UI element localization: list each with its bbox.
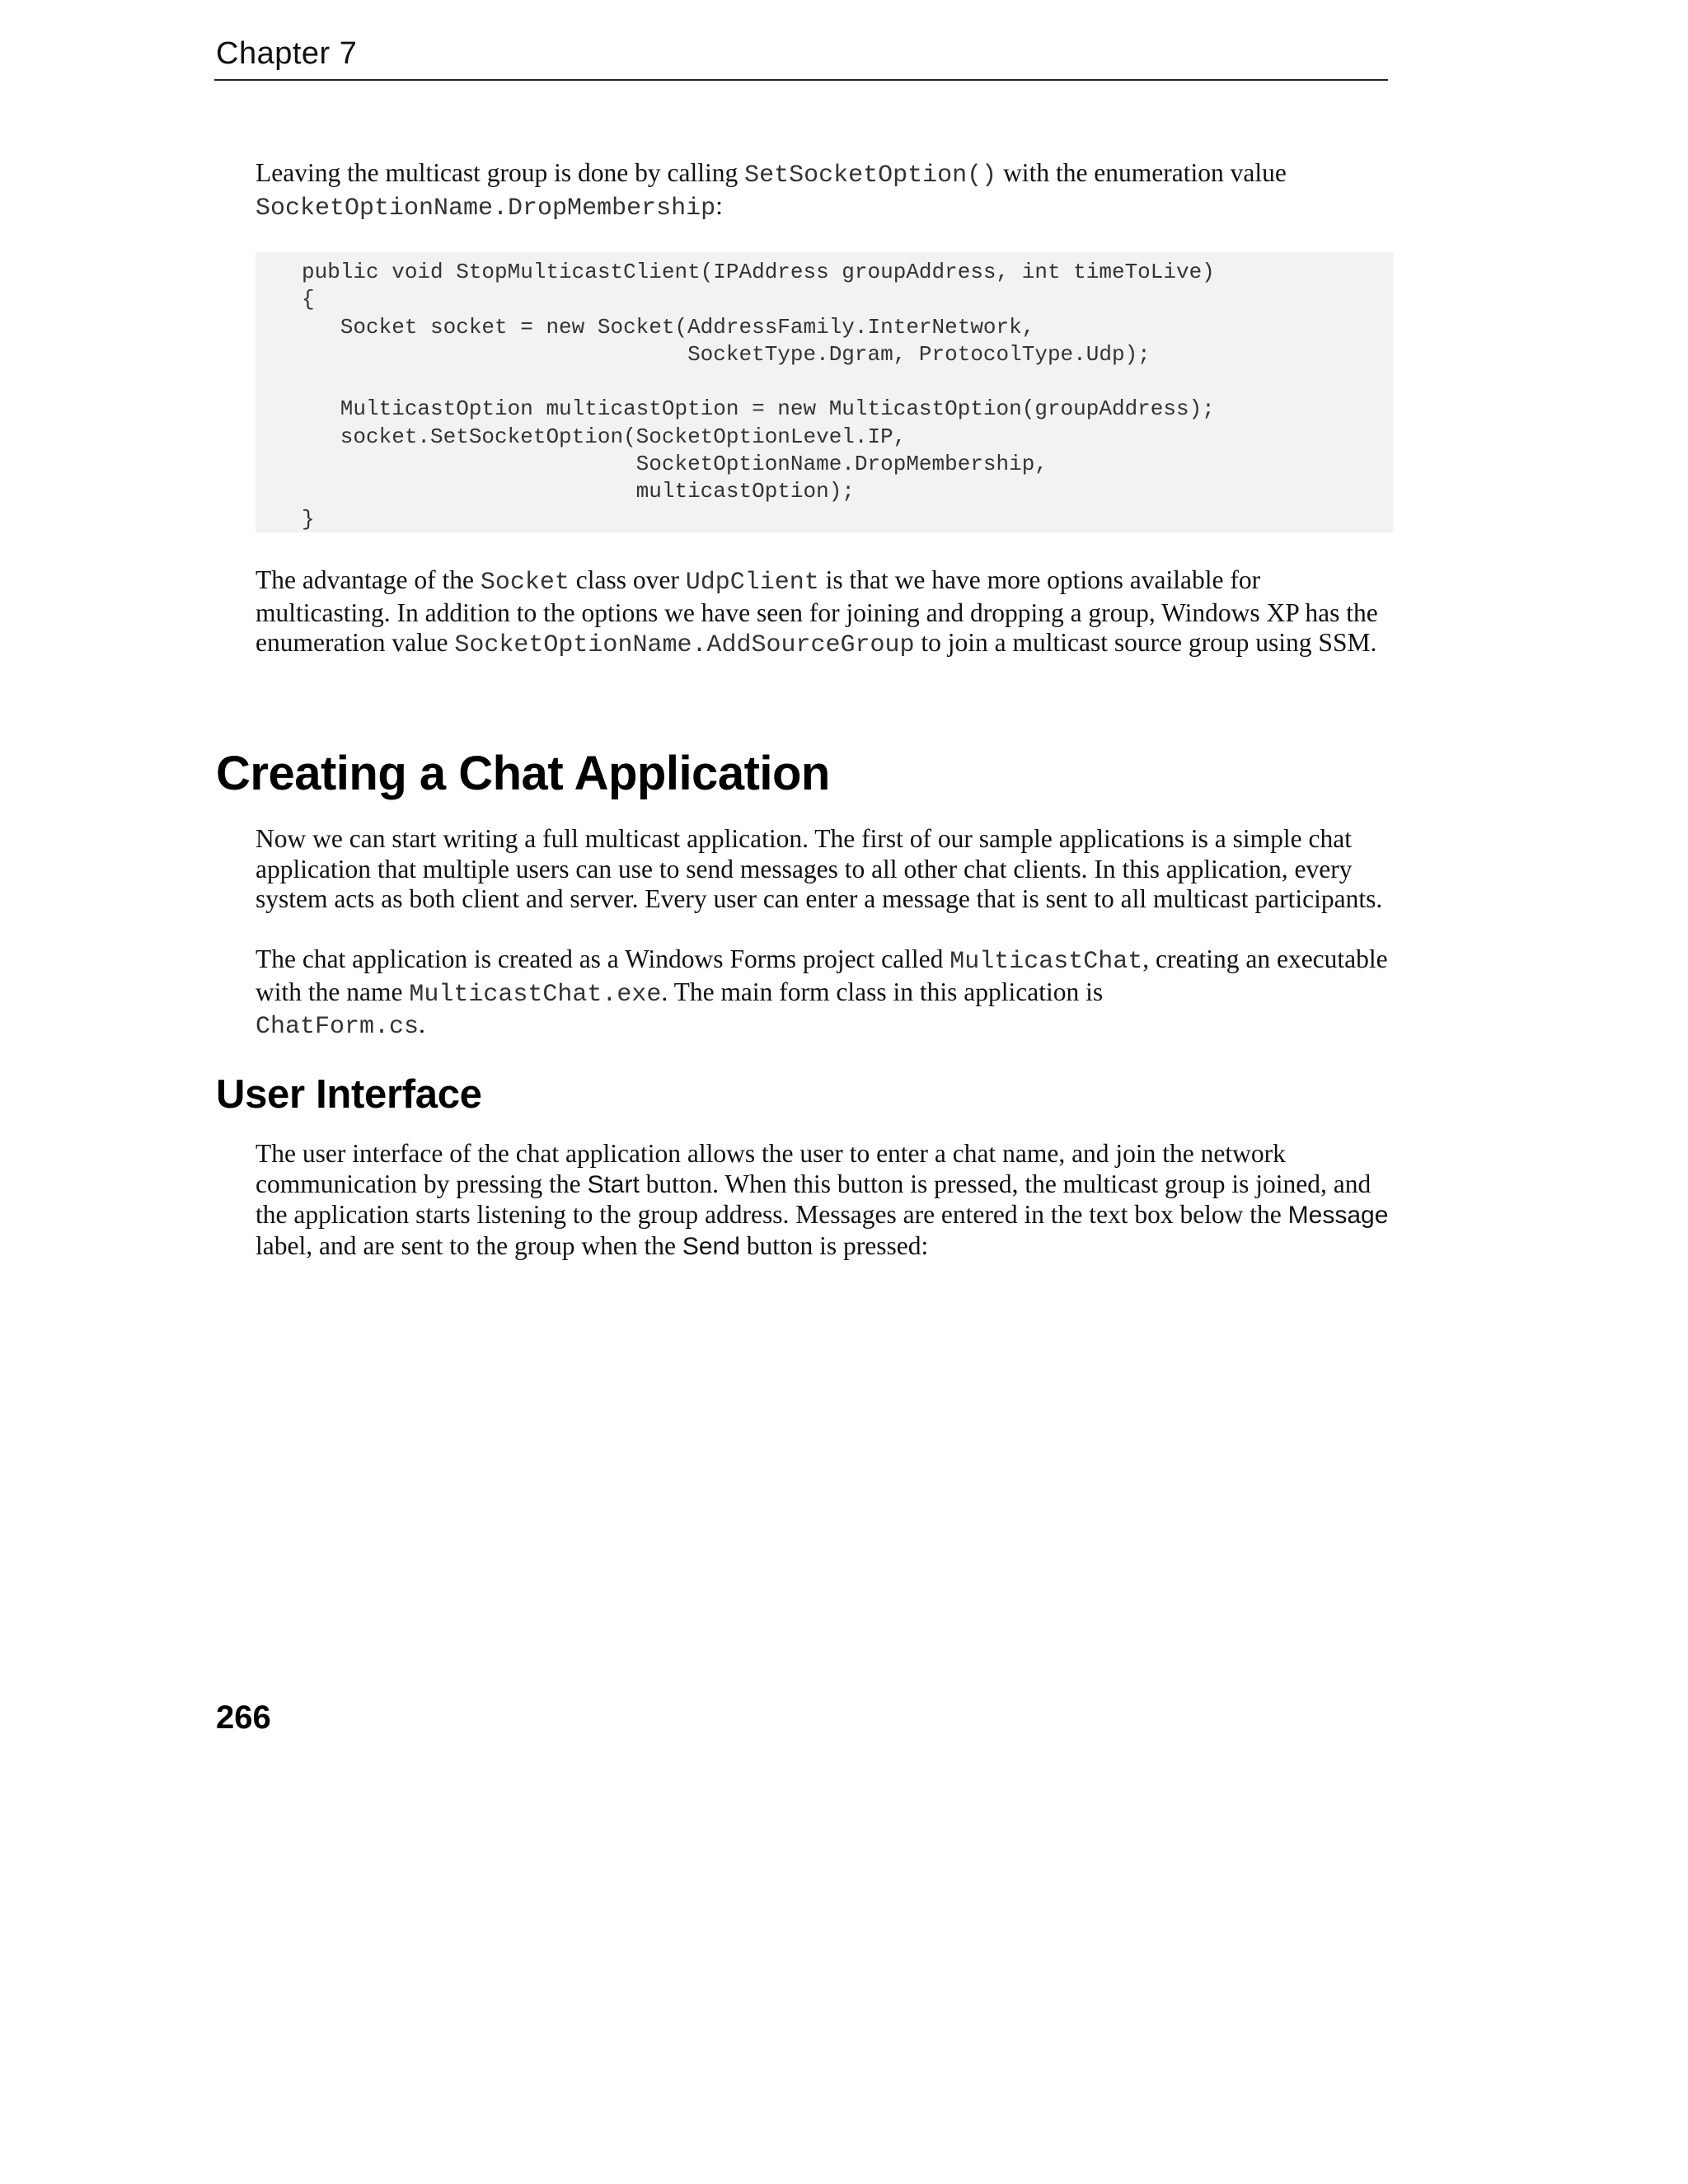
inline-code: SocketOptionName.DropMembership <box>256 194 716 223</box>
text: The chat application is created as a Windows Forms project called <box>256 944 950 973</box>
text: The user interface of the chat application allows the user to enter a chat name, and join the network communication by pressing the <box>256 1139 1286 1198</box>
code-line: socket.SetSocketOption(SocketOptionLevel.IP, <box>302 424 907 449</box>
inline-code: Socket <box>480 569 570 597</box>
paragraph-socket-advantage <box>256 565 1401 661</box>
text: Leaving the multicast group is done by calling <box>256 158 745 187</box>
inline-code: SetSocketOption() <box>744 162 997 190</box>
running-header <box>214 36 1388 81</box>
ui-term-start: Start <box>587 1170 640 1198</box>
code-line: MulticastOption multicastOption = new MulticastOption(groupAddress); <box>302 396 1215 422</box>
section-heading-user-interface: User Interface <box>216 1072 482 1117</box>
paragraph-intro-chat <box>256 824 1401 915</box>
paragraph-leaving-group <box>256 158 1401 223</box>
text: with the enumeration value <box>996 158 1287 187</box>
ui-term-message: Message <box>1287 1202 1389 1229</box>
text: Now we can start writing a full multicast application. The first of our sample applications is a simple chat application that multiple users can use to send messages to all other chat clients. In this application, every system acts as both client and server. Every user can enter a message that is sent to all multicast participants. <box>256 824 1383 913</box>
code-block <box>256 252 1393 532</box>
text: . <box>419 1010 425 1038</box>
code-line: multicastOption); <box>302 479 855 504</box>
text: to join a multicast source group using SSM. <box>914 628 1377 657</box>
inline-code: UdpClient <box>685 569 819 597</box>
paragraph-user-interface <box>256 1139 1401 1262</box>
code-line: } <box>302 506 315 532</box>
code-line: public void StopMulticastClient(IPAddress groupAddress, int timeToLive) <box>302 260 1215 284</box>
text: button is pressed: <box>739 1230 929 1260</box>
chapter-label: Chapter 7 <box>216 36 358 71</box>
text: class over <box>569 565 686 594</box>
text: The advantage of the <box>256 565 481 594</box>
text: . The main form class in this application is <box>661 977 1104 1006</box>
inline-code: ChatForm.cs <box>256 1013 420 1041</box>
page-number: 266 <box>216 1699 271 1736</box>
code-line: Socket socket = new Socket(AddressFamily.InterNetwork, <box>302 314 1035 340</box>
text: : <box>715 190 723 220</box>
inline-code: SocketOptionName.AddSourceGroup <box>454 631 915 659</box>
paragraph-project-info <box>256 944 1401 1043</box>
inline-code: MulticastChat <box>950 948 1143 976</box>
inline-code: MulticastChat.exe <box>409 980 662 1009</box>
code-line: SocketOptionName.DropMembership, <box>302 452 1048 477</box>
code-line: SocketType.Dgram, ProtocolType.Udp); <box>302 341 1151 367</box>
code-listing <box>302 259 1393 533</box>
section-heading-creating-chat: Creating a Chat Application <box>216 747 830 800</box>
text: button. When this button is pressed, the multicast group is joined, and the application starts listening to the group address. Messages are entered in the text box below the <box>256 1169 1372 1229</box>
text: label, and are sent to the group when the <box>256 1230 682 1260</box>
ui-term-send: Send <box>682 1232 740 1260</box>
text: is that we have more options available for multicasting. In addition to the options we have seen for joining and dropping a group, Windows XP has the enumeration value <box>256 565 1378 657</box>
text: , creating an executable with the name <box>256 944 1388 1006</box>
code-line: { <box>302 287 315 312</box>
